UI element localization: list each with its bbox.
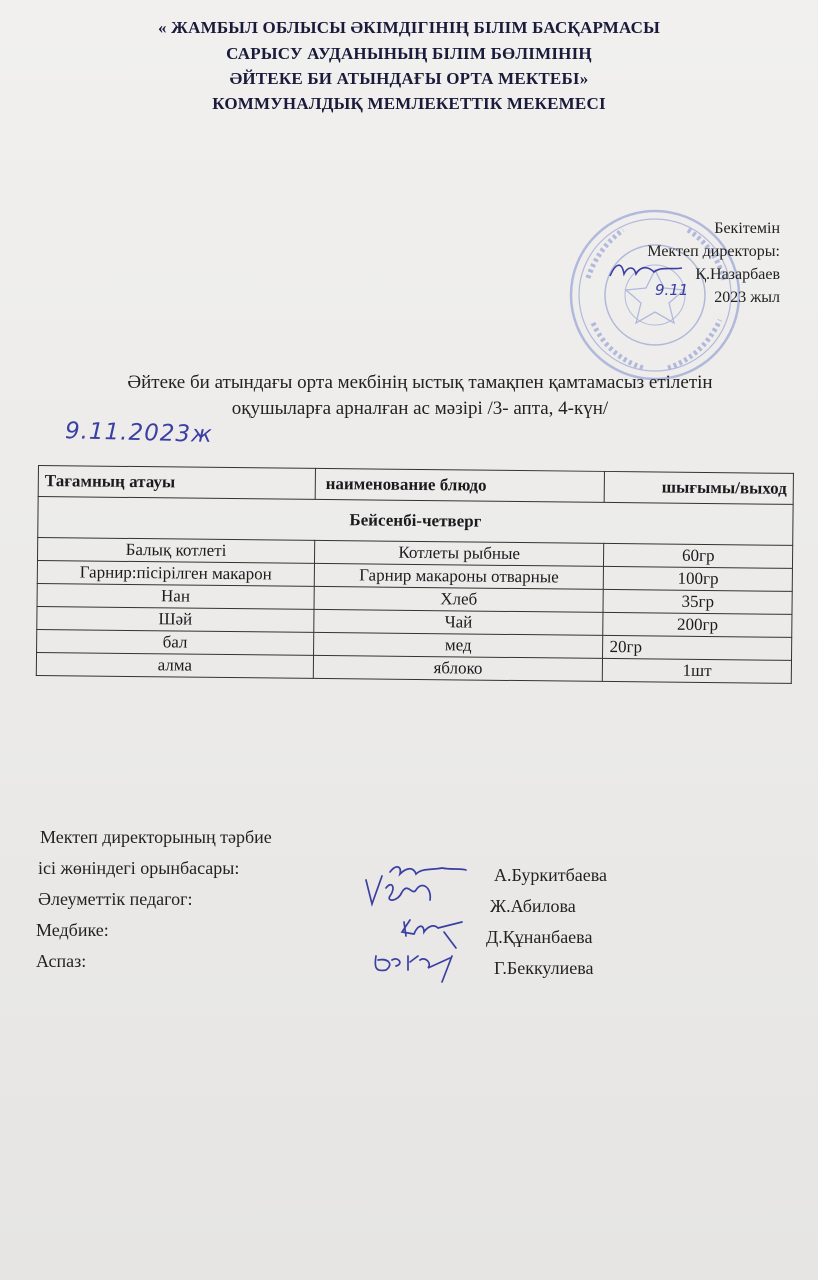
handwritten-signatures (352, 860, 472, 990)
dish-kz: Балық котлеті (37, 538, 314, 564)
dish-kz: Гарнир:пісірілген макарон (37, 561, 314, 587)
menu-title-line-2: оқушыларға арналған ас мәзірі /3- апта, 4-күн/ (231, 398, 609, 419)
cook-name: Г.Беккулиева (494, 958, 594, 978)
deputy-name: А.Буркитбаева (494, 865, 608, 885)
approval-year: 2023 жыл (714, 289, 780, 306)
header-line-4: КОММУНАЛДЫҚ МЕМЛЕКЕТТІК МЕКЕМЕСІ (212, 94, 606, 113)
dish-ru: Чай (314, 609, 604, 635)
social-pedagogue-role: Әлеуметтік педагог: (38, 889, 193, 909)
dish-kz: Нан (37, 583, 314, 609)
menu-title-line-1: Әйтеке би атындағы орта мекбінің ыстық тамақпен қамтамасыз етілетін (127, 372, 713, 393)
dish-ru: яблоко (313, 655, 603, 681)
dish-yield: 200гр (603, 612, 792, 637)
dish-yield: 1шт (603, 658, 792, 683)
dish-yield: 35гр (603, 589, 792, 614)
menu-table (36, 465, 794, 684)
social-pedagogue-name: Ж.Абилова (490, 896, 576, 916)
header-line-1: « ЖАМБЫЛ ОБЛЫСЫ ӘКІМДІГІНІҢ БІЛІМ БАСҚАРМАСЫ (157, 18, 661, 37)
director-role: Мектеп директоры: (647, 243, 780, 260)
handwritten-date: 9.11.2023ж (64, 418, 214, 448)
approve-label: Бекітемін (714, 220, 780, 237)
dish-ru: Хлеб (314, 586, 604, 612)
header-line-2: САРЫСУ АУДАНЫНЫҢ БІЛІМ БӨЛІМІНІҢ (226, 44, 592, 63)
day-label: Бейсенбі-четверг (38, 497, 793, 546)
dish-kz: алма (36, 652, 313, 678)
dish-ru: Гарнир макароны отварные (314, 563, 604, 589)
dish-ru: мед (313, 632, 603, 658)
nurse-name: Д.Құнанбаева (486, 927, 593, 947)
dish-yield: 20гр (603, 635, 792, 660)
header-dish-kz: Тағамның атауы (38, 466, 315, 500)
dish-ru: Котлеты рыбные (314, 540, 604, 566)
approval-date-handwritten: 9.11 (655, 281, 689, 299)
dish-kz: бал (37, 629, 314, 655)
dish-kz: Шәй (37, 606, 314, 632)
dish-yield: 60гр (604, 543, 793, 568)
header-dish-ru: наименование блюдо (315, 468, 605, 502)
cook-role: Аспаз: (36, 951, 87, 971)
deputy-role-line-2: ісі жөніндегі орынбасары: (38, 858, 240, 878)
director-signature (606, 256, 686, 286)
header-line-3: ӘЙТЕКЕ БИ АТЫНДАҒЫ ОРТА МЕКТЕБІ» (229, 69, 589, 88)
dish-yield: 100гр (604, 566, 793, 591)
deputy-role-line-1: Мектеп директорының тәрбие (40, 827, 272, 847)
header-yield: шығымы/выход (605, 471, 794, 504)
director-name: Қ.Назарбаев (695, 266, 780, 283)
nurse-role: Медбике: (36, 920, 109, 940)
